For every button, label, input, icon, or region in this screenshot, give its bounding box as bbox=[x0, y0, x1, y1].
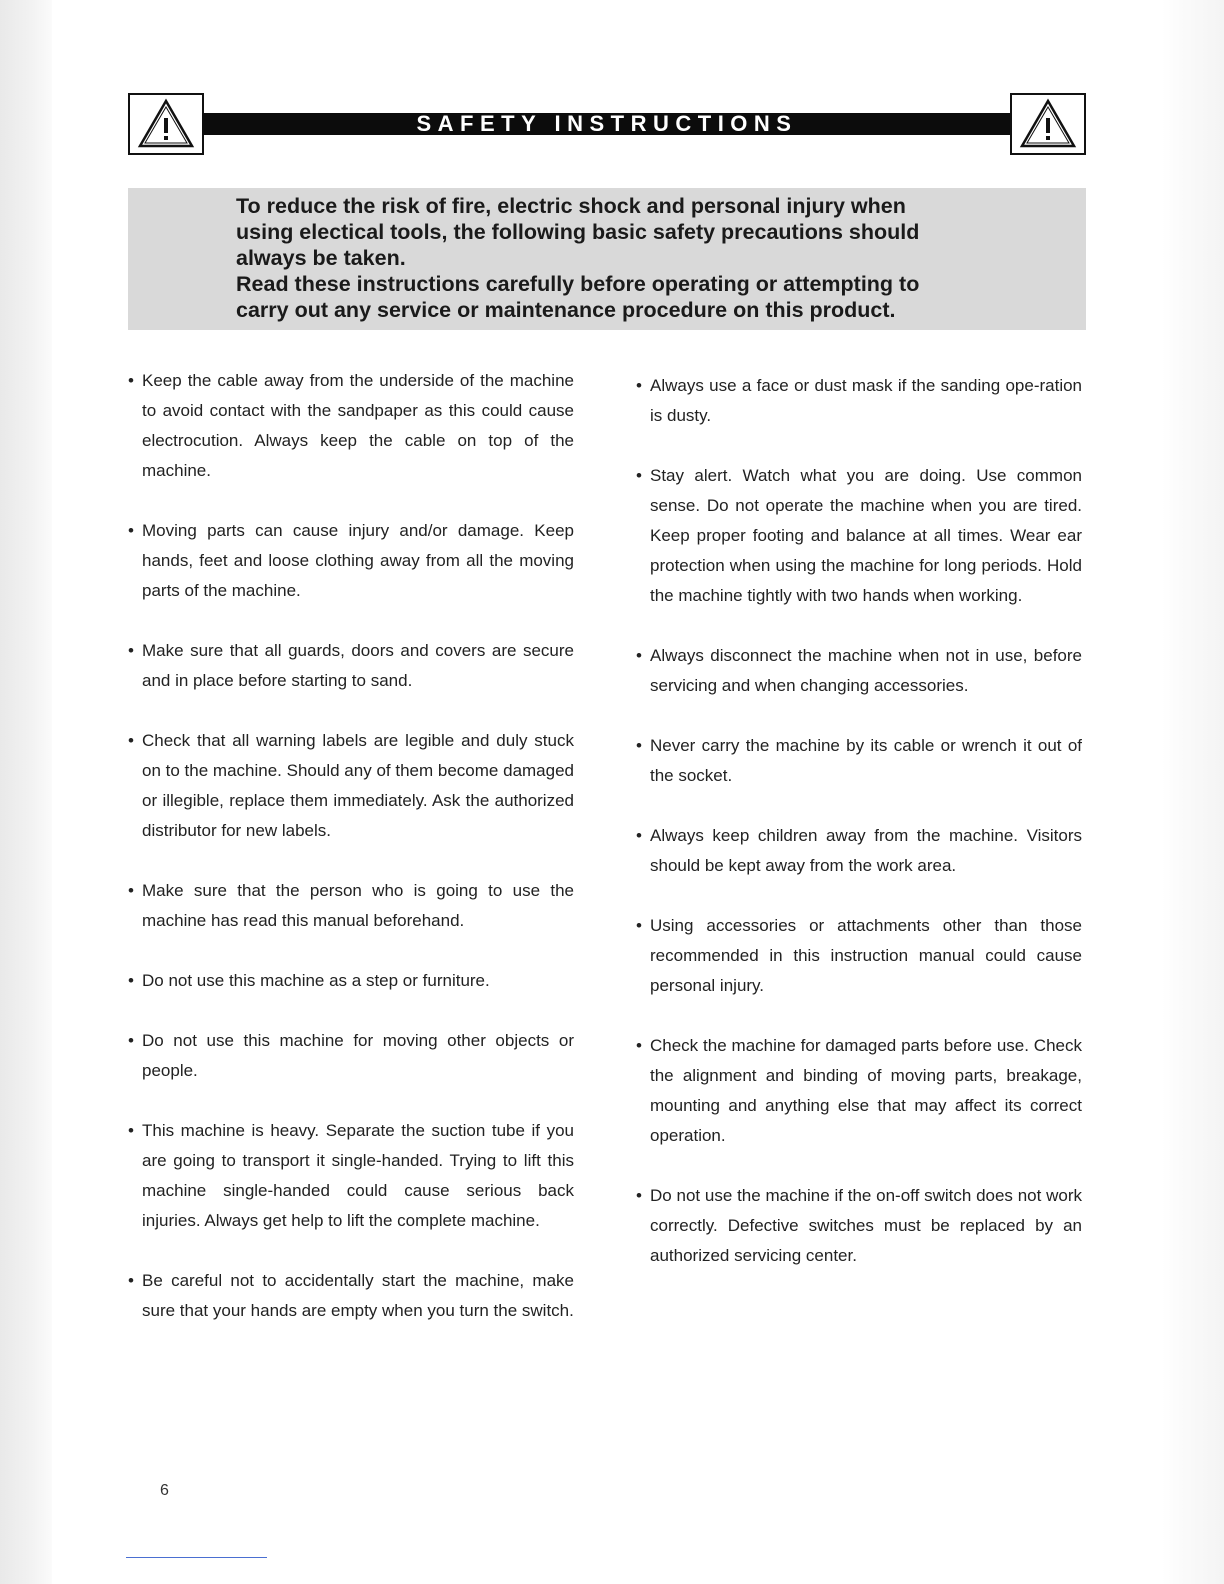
safety-item: • Make sure that all guards, doors and covers are secure and in place before starting to sand. bbox=[128, 636, 574, 696]
page-number: 6 bbox=[160, 1482, 169, 1499]
safety-item: • Using accessories or attachments other than those recommended in this instruction manual could cause personal injury. bbox=[636, 911, 1082, 1001]
bottom-divider bbox=[126, 1557, 267, 1558]
intro-warning-box bbox=[128, 188, 1086, 330]
safety-item: • Always use a face or dust mask if the sanding ope-ration is dusty. bbox=[636, 371, 1082, 431]
warning-triangle-icon bbox=[1010, 93, 1086, 155]
page-title: SAFETY INSTRUCTIONS bbox=[202, 113, 1012, 135]
safety-item: • Check the machine for damaged parts before use. Check the alignment and binding of moving parts, breakage, mounting and anything else that may affect its correct operation. bbox=[636, 1031, 1082, 1151]
intro-line: always be taken. bbox=[236, 246, 406, 270]
safety-item: • Do not use this machine for moving other objects or people. bbox=[128, 1026, 574, 1086]
left-column bbox=[128, 366, 574, 1356]
safety-item: • Check that all warning labels are legible and duly stuck on to the machine. Should any of them become damaged or illegible, replace them immediately. Ask the authorized distributor for new labels. bbox=[128, 726, 574, 846]
safety-item: • Always keep children away from the machine. Visitors should be kept away from the work area. bbox=[636, 821, 1082, 881]
intro-line: Read these instructions carefully before operating or attempting to bbox=[236, 272, 920, 296]
safety-item: • Make sure that the person who is going to use the machine has read this manual beforehand. bbox=[128, 876, 574, 936]
intro-text bbox=[236, 193, 1026, 323]
safety-item: • This machine is heavy. Separate the suction tube if you are going to transport it single-handed. Trying to lift this machine single-handed could cause serious back injuries. Always get help to lift the complete machine. bbox=[128, 1116, 574, 1236]
scan-edge-left bbox=[0, 0, 52, 1584]
intro-line: To reduce the risk of fire, electric shock and personal injury when bbox=[236, 194, 906, 218]
safety-header bbox=[128, 93, 1086, 155]
intro-line: carry out any service or maintenance procedure on this product. bbox=[236, 298, 896, 322]
safety-item: • Keep the cable away from the underside of the machine to avoid contact with the sandpaper as this could cause electrocution. Always keep the cable on top of the machine. bbox=[128, 366, 574, 486]
right-column bbox=[636, 371, 1082, 1301]
safety-item: • Stay alert. Watch what you are doing. Use common sense. Do not operate the machine when you are tired. Keep proper footing and balance at all times. Wear ear protection when using the machine for long periods. Hold the machine tightly with two hands when working. bbox=[636, 461, 1082, 611]
safety-item: • Never carry the machine by its cable or wrench it out of the socket. bbox=[636, 731, 1082, 791]
safety-item: • Always disconnect the machine when not in use, before servicing and when changing accessories. bbox=[636, 641, 1082, 701]
warning-triangle-icon bbox=[128, 93, 204, 155]
intro-line: using electical tools, the following basic safety precautions should bbox=[236, 220, 920, 244]
safety-item: • Moving parts can cause injury and/or damage. Keep hands, feet and loose clothing away from all the moving parts of the machine. bbox=[128, 516, 574, 606]
scan-edge-right bbox=[1162, 0, 1224, 1584]
safety-item: • Do not use this machine as a step or furniture. bbox=[128, 966, 574, 996]
safety-item: • Do not use the machine if the on-off switch does not work correctly. Defective switches must be replaced by an authorized servicing center. bbox=[636, 1181, 1082, 1271]
safety-item: • Be careful not to accidentally start the machine, make sure that your hands are empty when you turn the switch. bbox=[128, 1266, 574, 1326]
